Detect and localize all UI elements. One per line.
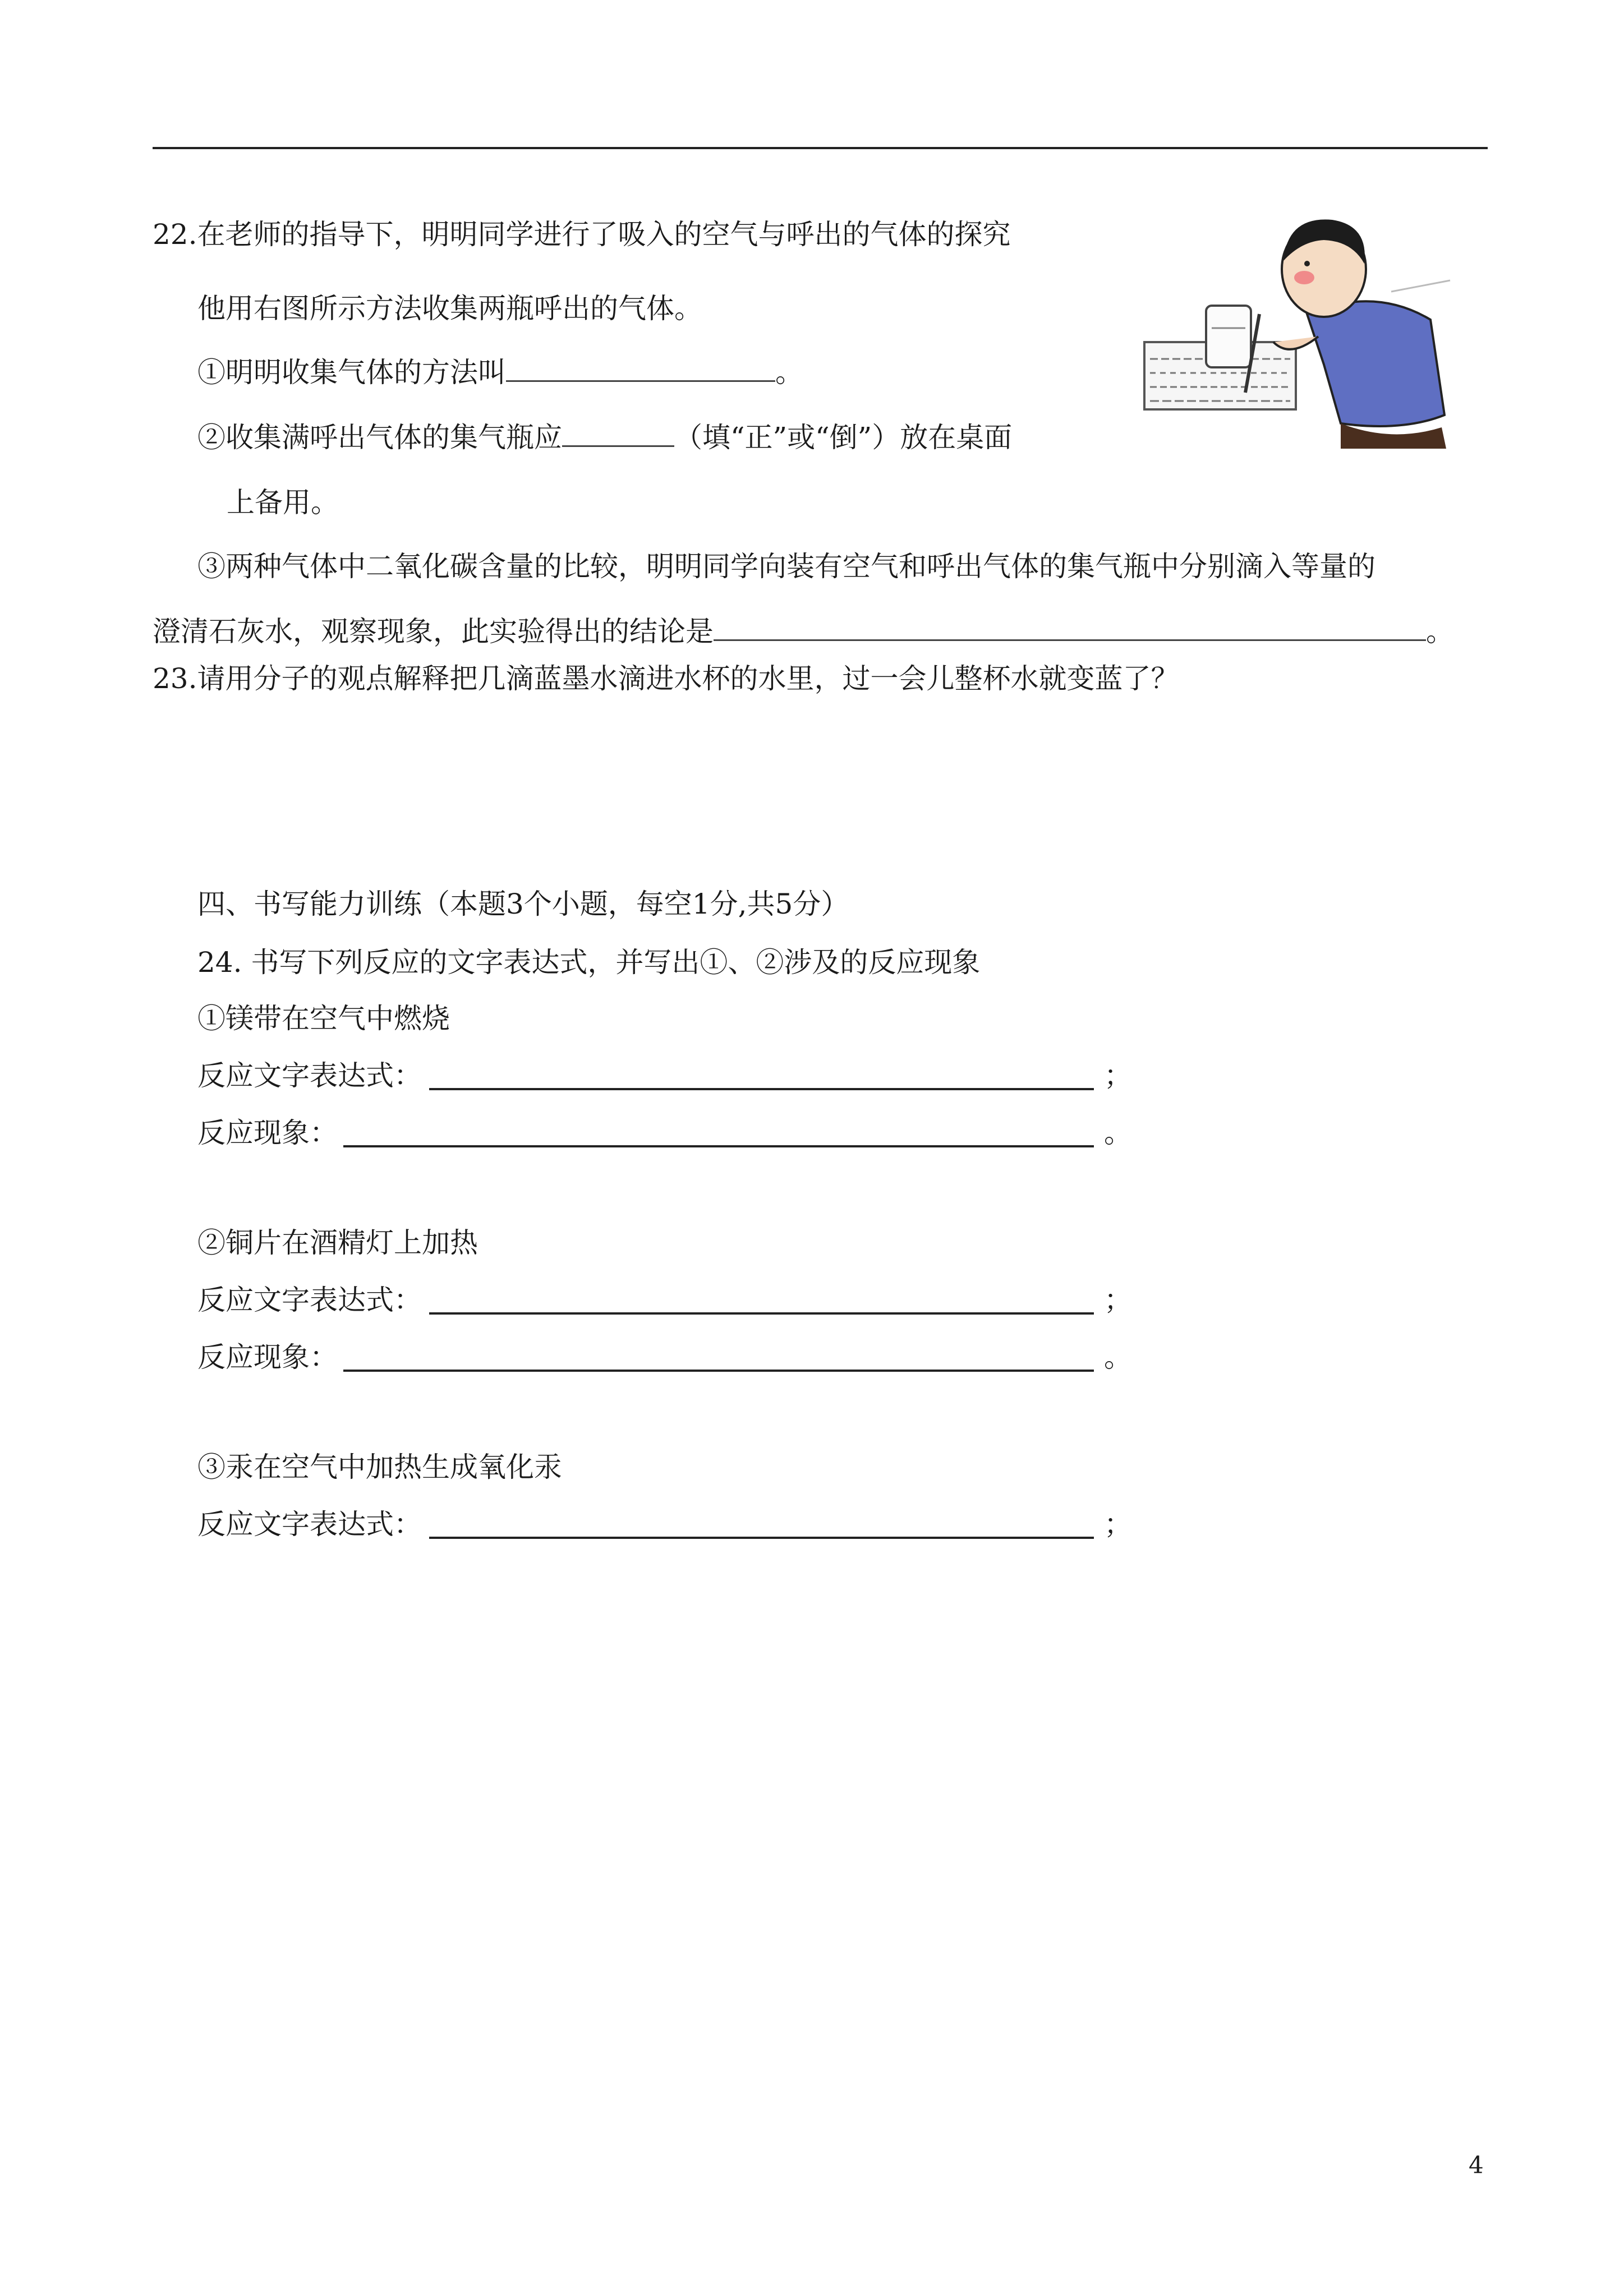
q24-item2-phen-end: 。: [1104, 1341, 1132, 1373]
q24-item1-expr-answer-line[interactable]: [429, 1088, 1094, 1090]
q22-part3-blank[interactable]: [714, 615, 1426, 641]
q22-part2: [197, 421, 1012, 454]
header-rule: [153, 147, 1488, 149]
q24-item1-phen-label: 反应现象：: [197, 1117, 338, 1149]
section4-heading: 四、书写能力训练（本题3个小题，每空1分,共5分）: [197, 888, 849, 920]
q24-item1-phen-answer-line[interactable]: [343, 1145, 1094, 1147]
q22-part2-text: ②收集满呼出气体的集气瓶应: [197, 421, 562, 454]
student-collecting-gas-illustration: [1139, 208, 1453, 449]
q24-item2-phen-answer-line[interactable]: [343, 1370, 1094, 1372]
motion-line: [1391, 280, 1450, 292]
gas-bottle-icon: [1206, 306, 1251, 367]
q24-item2-expr-end: ；: [1104, 1284, 1132, 1316]
q22-part3-end: 。: [1426, 615, 1454, 648]
q22-part2-hint: （填“正”或“倒”）放在桌面: [674, 421, 1013, 454]
q22-intro: 他用右图所示方法收集两瓶呼出的气体。: [197, 292, 702, 325]
q22-part1-blank[interactable]: [506, 356, 775, 382]
q23-stem: 23.请用分子的观点解释把几滴蓝墨水滴进水杯的水里，过一会儿整杯水就变蓝了？: [153, 662, 1179, 695]
q22-part1-end: 。: [775, 356, 803, 389]
q22-part3-line2: [153, 615, 1454, 648]
q24-item2-expr-answer-line[interactable]: [429, 1312, 1094, 1315]
student-pants: [1341, 423, 1446, 449]
student-cheek: [1294, 271, 1314, 284]
q24-item1-phen-end: 。: [1104, 1117, 1132, 1149]
q22-part3-text: 澄清石灰水，观察现象，此实验得出的结论是: [153, 615, 714, 648]
student-shirt: [1307, 301, 1444, 426]
q22-part3-line1: ③两种气体中二氧化碳含量的比较，明明同学向装有空气和呼出气体的集气瓶中分别滴入等量的: [197, 550, 1375, 583]
q22-part2-cont: 上备用。: [227, 486, 339, 519]
q22-part2-blank[interactable]: [562, 421, 674, 447]
q24-item3-title: ③汞在空气中加热生成氧化汞: [197, 1451, 562, 1483]
q24-item3-expr-label: 反应文字表达式：: [197, 1508, 422, 1541]
q24-item2-title: ②铜片在酒精灯上加热: [197, 1227, 478, 1259]
q22-part1: [197, 356, 803, 389]
page-number: 4: [1469, 2151, 1484, 2179]
q24-item2-expr-label: 反应文字表达式：: [197, 1284, 422, 1316]
q22-stem: 22.在老师的指导下，明明同学进行了吸入的空气与呼出的气体的探究: [153, 218, 1011, 251]
q24-item3-expr-answer-line[interactable]: [429, 1537, 1094, 1539]
q24-item3-expr-end: ；: [1104, 1508, 1132, 1541]
student-eye: [1304, 261, 1310, 266]
student-arm: [1273, 336, 1318, 349]
q24-item2-phen-label: 反应现象：: [197, 1341, 338, 1373]
q24-item1-expr-end: ；: [1104, 1059, 1132, 1092]
q24-stem: 24. 书写下列反应的文字表达式，并写出①、②涉及的反应现象: [197, 946, 981, 979]
q22-part1-text: ①明明收集气体的方法叫: [197, 356, 506, 389]
q24-item1-expr-label: 反应文字表达式：: [197, 1059, 422, 1092]
q24-item1-title: ①镁带在空气中燃烧: [197, 1002, 450, 1035]
